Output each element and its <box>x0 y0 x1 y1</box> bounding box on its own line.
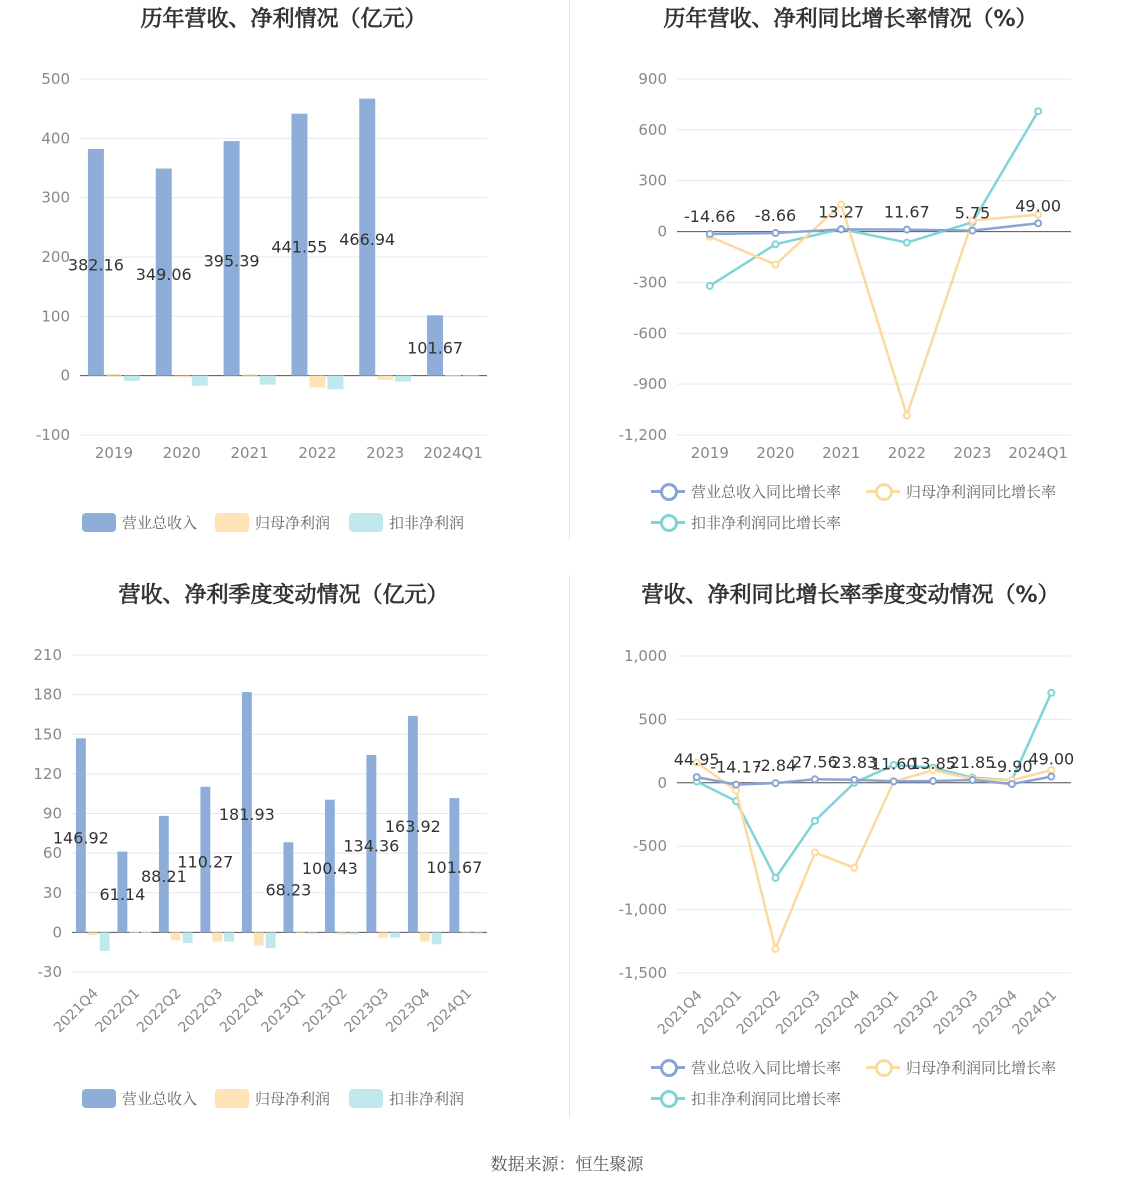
data-point <box>851 777 857 783</box>
x-tick-label: 2022Q4 <box>216 985 268 1037</box>
y-tick-label: 180 <box>33 685 62 704</box>
data-label: 181.93 <box>218 805 275 825</box>
x-tick-label: 2023Q4 <box>970 987 1021 1039</box>
data-point <box>707 231 713 237</box>
legend-item-net-profit[interactable] <box>215 1088 330 1109</box>
data-label: 382.16 <box>67 255 124 275</box>
legend-item-deducted-growth[interactable] <box>651 1088 841 1109</box>
y-tick-label: 900 <box>638 70 667 88</box>
legend-label: 营业总收入同比增长率 <box>691 1059 842 1077</box>
y-tick-label: 0 <box>657 773 667 792</box>
data-label: 101.67 <box>426 858 483 878</box>
data-label: 441.55 <box>271 237 328 257</box>
legend-label: 营业总收入同比增长率 <box>691 483 842 501</box>
data-point <box>970 228 976 234</box>
y-tick-label: 300 <box>41 188 70 207</box>
bar-deducted-profit <box>260 376 276 385</box>
bar-net-profit <box>378 932 388 937</box>
data-label: 68.23 <box>265 880 312 900</box>
data-label: 11.60 <box>870 754 917 774</box>
y-tick-label: 100 <box>41 307 70 326</box>
y-tick-label: 400 <box>41 129 70 148</box>
legend-label: 扣非净利润同比增长率 <box>691 1090 842 1108</box>
legend-label: 营业总收入 <box>122 1090 198 1108</box>
y-tick-label: 1,000 <box>624 647 667 665</box>
data-label: 13.85 <box>910 754 957 774</box>
data-point <box>1009 781 1015 787</box>
legend-label: 扣非净利润 <box>389 1090 465 1108</box>
bar-net-profit <box>174 376 190 378</box>
data-label: 110.27 <box>177 852 234 872</box>
bar-deducted-profit <box>463 375 479 376</box>
data-label: -2.84 <box>754 756 797 776</box>
bar-deducted-profit <box>141 932 151 933</box>
data-point <box>773 780 779 786</box>
data-point <box>773 241 779 247</box>
x-tick-label: 2023Q3 <box>341 985 393 1037</box>
data-label: 61.14 <box>99 884 146 904</box>
data-label: -14.17 <box>710 757 762 777</box>
series-line-deducted-growth <box>710 111 1038 286</box>
legend-swatch <box>349 1089 383 1108</box>
chart-plot <box>0 576 567 1151</box>
data-label: 395.39 <box>203 251 260 271</box>
chart-title: 营收、净利季度变动情况（亿元） <box>118 583 449 608</box>
bar-net-profit <box>295 932 305 933</box>
bar-deducted-profit <box>224 932 234 941</box>
chart-title: 营收、净利同比增长率季度变动情况（%） <box>641 583 1060 608</box>
legend-item-deducted-profit[interactable] <box>349 1088 464 1109</box>
y-tick-label: 0 <box>60 366 70 385</box>
legend-item-deducted-growth[interactable] <box>651 512 841 533</box>
x-tick-label: 2023Q3 <box>930 987 982 1039</box>
legend-swatch <box>82 1089 116 1108</box>
bar-net-profit <box>377 376 393 380</box>
data-point <box>694 774 700 780</box>
y-tick-label: 90 <box>42 804 62 823</box>
chart-quarterly-revenue-profit <box>0 576 567 1151</box>
legend-swatch <box>215 513 249 532</box>
bar-net-profit <box>129 932 139 933</box>
legend-item-deducted-profit[interactable] <box>349 512 464 533</box>
bar-deducted-profit <box>327 376 343 390</box>
x-tick-label: 2021 <box>230 444 269 462</box>
bar-deducted-profit <box>473 932 483 933</box>
y-tick-label: -500 <box>632 837 667 856</box>
y-tick-label: -900 <box>632 375 667 394</box>
x-tick-label: 2020 <box>756 444 795 462</box>
data-point <box>1035 108 1041 114</box>
data-label: 5.75 <box>954 203 991 223</box>
bar-deducted-profit <box>100 932 110 950</box>
y-tick-label: 150 <box>33 725 62 744</box>
x-tick-label: 2023Q4 <box>382 985 434 1037</box>
legend-label: 归母净利润 <box>255 514 331 532</box>
data-label: 27.56 <box>791 752 838 772</box>
x-tick-label: 2023Q2 <box>299 985 351 1037</box>
y-tick-label: 200 <box>41 248 70 266</box>
x-tick-label: 2024Q1 <box>1009 987 1061 1039</box>
y-tick-label: -30 <box>37 963 62 981</box>
x-tick-label: 2021Q4 <box>654 987 706 1039</box>
data-label: -9.90 <box>991 757 1033 777</box>
data-label: -8.66 <box>754 206 797 226</box>
data-label: 146.92 <box>52 828 109 848</box>
data-label: 21.85 <box>949 753 996 773</box>
legend-label: 归母净利润同比增长率 <box>906 483 1057 501</box>
data-label: 13.27 <box>818 202 865 222</box>
legend-swatch <box>349 513 383 532</box>
data-label: 466.94 <box>339 230 396 250</box>
y-tick-label: 600 <box>638 120 667 139</box>
data-label: 349.06 <box>135 265 192 285</box>
bar-net-profit <box>106 374 122 376</box>
bar-net-profit <box>242 374 258 375</box>
chart-quarterly-growth-rate <box>567 576 1134 1151</box>
data-point <box>773 946 779 952</box>
legend-label: 归母净利润 <box>255 1090 331 1108</box>
x-tick-label: 2023 <box>366 444 405 462</box>
y-tick-label: -600 <box>632 324 667 343</box>
data-point <box>904 227 910 233</box>
y-tick-label: 300 <box>638 171 667 190</box>
legend-item-revenue[interactable] <box>82 512 197 533</box>
y-tick-label: -100 <box>35 426 70 444</box>
bar-deducted-profit <box>124 376 140 381</box>
data-label: 49.00 <box>1028 749 1075 769</box>
x-tick-label: 2021 <box>822 444 861 462</box>
y-tick-label: 500 <box>638 710 667 729</box>
data-point <box>838 226 844 232</box>
y-tick-label: 60 <box>42 844 62 863</box>
legend-label: 扣非净利润 <box>389 514 465 532</box>
bar-net-profit <box>309 376 325 388</box>
data-label: 134.36 <box>343 836 400 856</box>
x-tick-label: 2023Q2 <box>891 987 942 1039</box>
data-point <box>773 230 779 236</box>
legend-item-revenue-growth[interactable] <box>651 481 841 502</box>
legend-label: 扣非净利润同比增长率 <box>691 514 842 532</box>
data-point <box>733 782 739 788</box>
legend-item-net-growth[interactable] <box>866 481 1056 502</box>
x-tick-label: 2019 <box>690 444 729 462</box>
data-point <box>891 778 897 784</box>
data-point <box>904 413 910 419</box>
legend-item-net-growth[interactable] <box>866 1057 1056 1078</box>
x-tick-label: 2024Q1 <box>1008 444 1068 462</box>
data-label: -14.66 <box>684 207 736 227</box>
bar-deducted-profit <box>307 932 317 933</box>
bar-deducted-profit <box>432 932 442 944</box>
x-tick-label: 2023Q1 <box>258 985 310 1037</box>
data-label: 100.43 <box>301 859 358 879</box>
x-tick-label: 2024Q1 <box>424 985 476 1037</box>
chart-title: 历年营收、净利情况（亿元） <box>140 7 427 32</box>
x-tick-label: 2022Q3 <box>773 987 824 1039</box>
data-point <box>773 875 779 881</box>
data-point <box>1048 774 1054 780</box>
y-tick-label: 120 <box>33 764 62 783</box>
x-tick-label: 2022Q4 <box>812 987 864 1039</box>
x-tick-label: 2024Q1 <box>423 444 483 462</box>
data-label: 11.67 <box>883 202 930 222</box>
data-label: 23.83 <box>831 752 878 772</box>
bar-deducted-profit <box>390 932 400 937</box>
bar-deducted-profit <box>192 376 208 386</box>
data-point <box>1035 220 1041 226</box>
x-tick-label: 2022Q1 <box>694 987 745 1039</box>
x-tick-label: 2022Q2 <box>733 987 785 1039</box>
x-tick-label: 2022Q3 <box>175 985 227 1037</box>
legend-label: 归母净利润同比增长率 <box>906 1059 1057 1077</box>
legend-item-net-profit[interactable] <box>215 512 330 533</box>
bar-deducted-profit <box>183 932 193 943</box>
bar-net-profit <box>212 932 222 941</box>
y-tick-label: -1,200 <box>618 426 667 444</box>
data-point <box>851 865 857 871</box>
data-label: 49.00 <box>1015 196 1062 216</box>
data-source-label: 数据来源：恒生聚源 <box>490 1155 644 1175</box>
data-label: 88.21 <box>140 867 187 887</box>
chart-title: 历年营收、净利同比增长率情况（%） <box>663 7 1038 32</box>
y-tick-label: 210 <box>33 646 62 664</box>
legend-item-revenue-growth[interactable] <box>651 1057 841 1078</box>
x-tick-label: 2019 <box>94 444 134 462</box>
x-tick-label: 2020 <box>162 444 201 462</box>
bar-net-profit <box>461 932 471 933</box>
data-point <box>812 776 818 782</box>
x-tick-label: 2022Q1 <box>92 985 144 1037</box>
data-point <box>904 240 910 246</box>
data-point <box>970 777 976 783</box>
y-tick-label: -1,500 <box>618 964 667 982</box>
x-tick-label: 2021Q4 <box>50 985 102 1037</box>
series-line-net-growth <box>697 763 1052 949</box>
data-point <box>1048 690 1054 696</box>
bar-net-profit <box>420 932 430 941</box>
x-tick-label: 2022 <box>298 444 337 462</box>
bar-net-profit <box>445 375 461 376</box>
x-tick-label: 2022Q2 <box>133 985 185 1037</box>
y-tick-label: 30 <box>42 883 62 902</box>
y-tick-label: 500 <box>41 70 70 88</box>
legend-swatch <box>215 1089 249 1108</box>
x-tick-label: 2023Q1 <box>851 987 903 1039</box>
y-tick-label: 0 <box>52 923 62 942</box>
chart-annual-revenue-profit <box>0 0 567 575</box>
bar-deducted-profit <box>395 376 411 382</box>
data-label: 44.95 <box>673 750 720 770</box>
data-point <box>812 818 818 824</box>
y-tick-label: 0 <box>657 222 667 241</box>
data-label: 163.92 <box>384 817 441 837</box>
legend-swatch <box>82 513 116 532</box>
x-tick-label: 2022 <box>887 444 926 462</box>
bar-net-profit <box>88 932 98 935</box>
bar-net-profit <box>171 932 181 940</box>
data-point <box>930 778 936 784</box>
x-tick-label: 2023 <box>953 444 992 462</box>
data-label: 101.67 <box>407 338 464 358</box>
bar-deducted-profit <box>266 932 276 948</box>
bar-net-profit <box>254 932 264 945</box>
y-tick-label: -1,000 <box>618 900 667 919</box>
data-point <box>707 283 713 289</box>
bar-net-profit <box>337 932 347 934</box>
bar-deducted-profit <box>349 932 359 934</box>
chart-annual-growth-rate <box>567 0 1134 575</box>
data-point <box>773 262 779 268</box>
legend-label: 营业总收入 <box>122 514 198 532</box>
data-point <box>812 850 818 856</box>
chart-plot <box>0 0 567 575</box>
legend-item-revenue[interactable] <box>82 1088 197 1109</box>
y-tick-label: -300 <box>632 273 667 292</box>
